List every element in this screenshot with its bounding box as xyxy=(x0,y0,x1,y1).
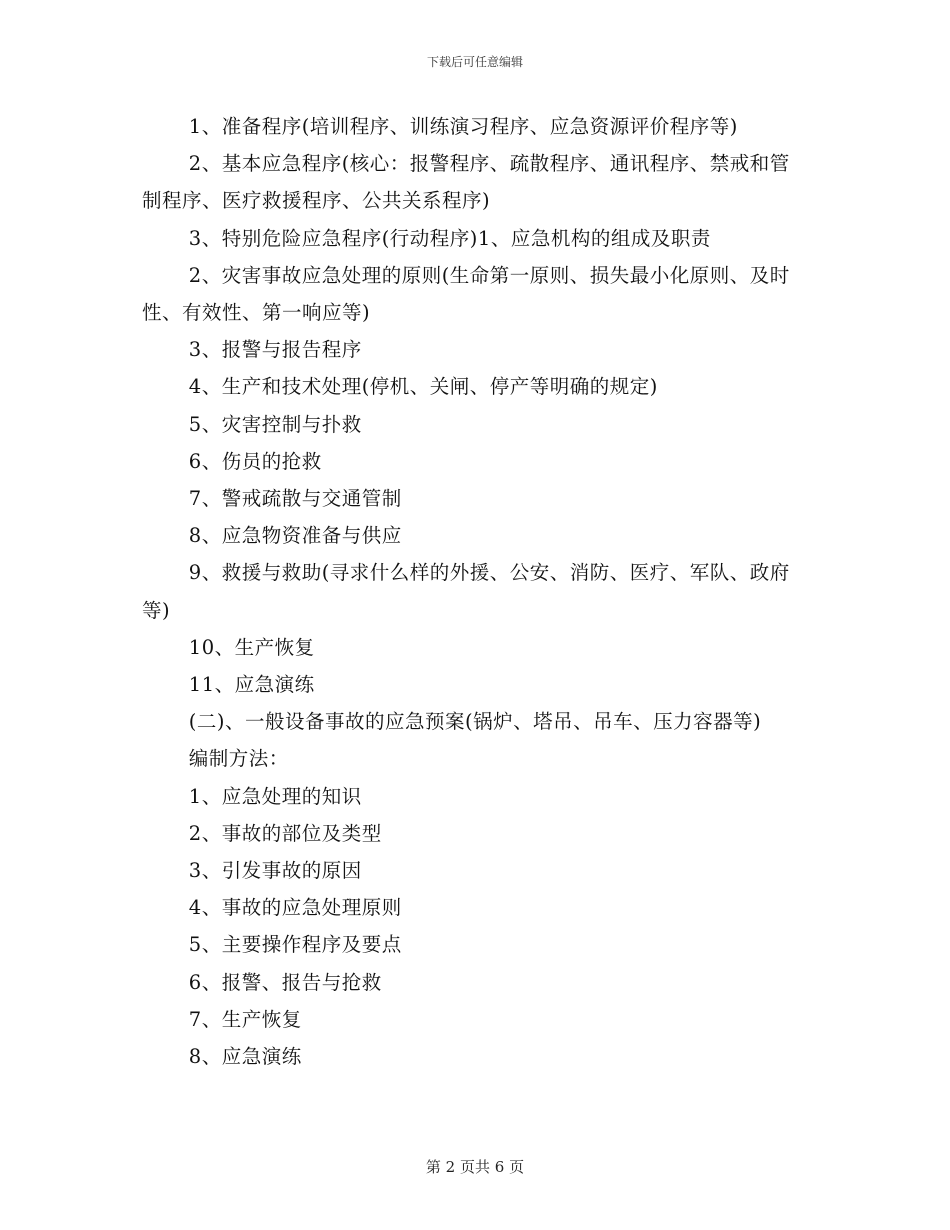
paragraph: 5、灾害控制与扑救 xyxy=(188,412,362,436)
paragraph: 7、生产恢复 xyxy=(188,1007,302,1031)
paragraph: 6、伤员的抢救 xyxy=(188,449,322,473)
paragraph: 7、警戒疏散与交通管制 xyxy=(188,487,402,511)
paragraph: 2、事故的部位及类型 xyxy=(188,821,382,845)
paragraph: 3、特别危险应急程序(行动程序)1、应急机构的组成及职责 xyxy=(188,226,711,250)
paragraph: 4、事故的应急处理原则 xyxy=(188,896,402,920)
paragraph: 2、基本应急程序(核心：报警程序、疏散程序、通讯程序、禁戒和管制程序、医疗救援程序、公共关系程序) xyxy=(142,152,790,213)
page-header: 下载后可任意编辑 xyxy=(426,55,523,69)
paragraph: 9、救援与救助(寻求什么样的外援、公安、消防、医疗、军队、政府等) xyxy=(142,561,790,622)
paragraph: 10、生产恢复 xyxy=(188,635,315,659)
paragraph: 2、灾害事故应急处理的原则(生命第一原则、损失最小化原则、及时性、有效性、第一响应等) xyxy=(142,263,790,325)
paragraph: 11、应急演练 xyxy=(188,673,315,697)
paragraph: 3、引发事故的原因 xyxy=(188,859,362,883)
paragraph: 3、报警与报告程序 xyxy=(188,338,362,362)
paragraph: (二)、一般设备事故的应急预案(锅炉、塔吊、吊车、压力容器等) xyxy=(188,710,762,734)
paragraph: 8、应急物资准备与供应 xyxy=(188,524,402,548)
document-body xyxy=(142,108,802,1075)
paragraph: 1、应急处理的知识 xyxy=(188,784,362,808)
paragraph: 6、报警、报告与抢救 xyxy=(188,970,382,994)
paragraph: 1、准备程序(培训程序、训练演习程序、应急资源评价程序等) xyxy=(188,115,738,138)
paragraph: 4、生产和技术处理(停机、关闸、停产等明确的规定) xyxy=(188,375,658,399)
paragraph: 5、主要操作程序及要点 xyxy=(188,933,402,957)
paragraph: 8、应急演练 xyxy=(188,1045,302,1069)
paragraph: 编制方法： xyxy=(188,747,289,771)
page-number-footer: 第 2 页共 6 页 xyxy=(425,1158,525,1176)
